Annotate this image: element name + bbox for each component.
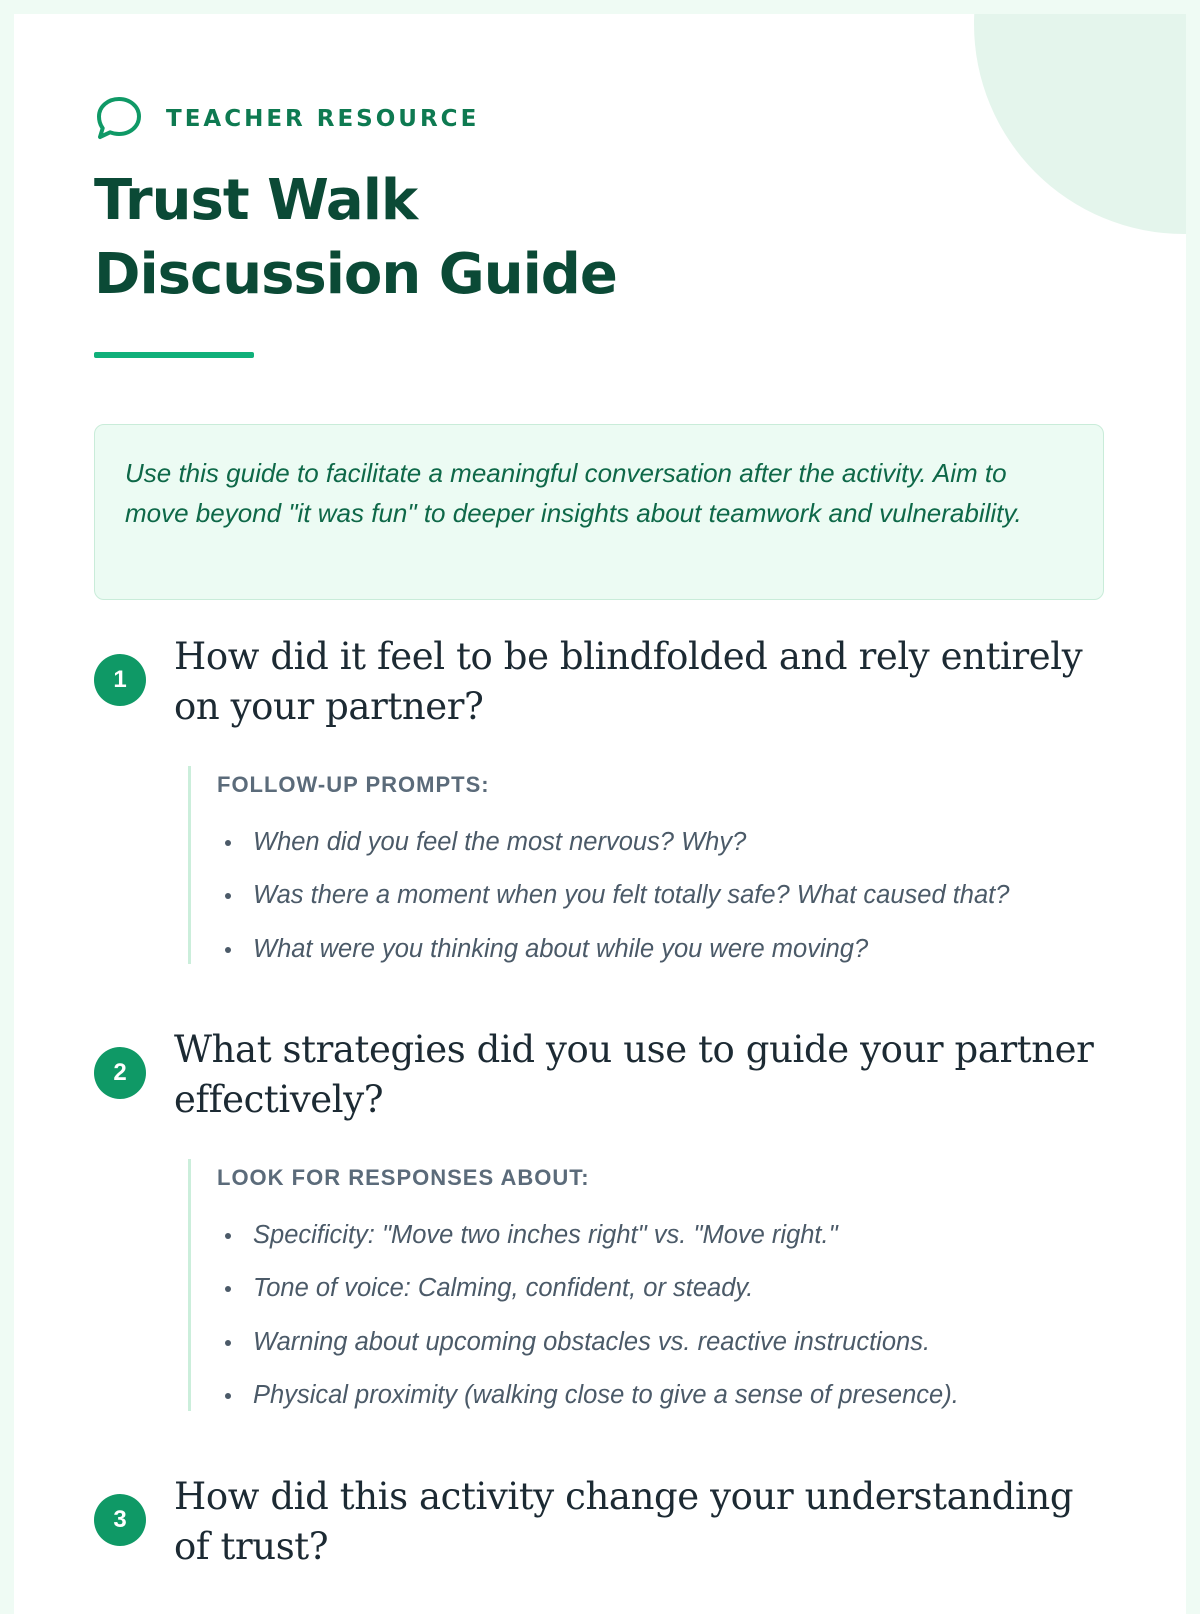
prompt-list	[217, 822, 1088, 982]
page-title	[94, 164, 617, 312]
prompt-item: Tone of voice: Calming, confident, or steady.	[217, 1268, 1088, 1321]
question-text: How did it feel to be blindfolded and rely entirely on your partner?	[174, 635, 1083, 728]
title-underline	[94, 352, 254, 358]
question-number-badge: 1	[94, 654, 146, 706]
prompt-item: Was there a moment when you felt totally safe? What caused that?	[217, 875, 1088, 928]
document-card	[14, 14, 1186, 1614]
question-number-badge: 2	[94, 1047, 146, 1099]
prompt-item: Warning about upcoming obstacles vs. reactive instructions.	[217, 1322, 1088, 1375]
question-text: What strategies did you use to guide your partner effectively?	[174, 1028, 1094, 1121]
page-title-line-1: Trust Walk	[94, 168, 418, 233]
prompt-block	[188, 1159, 1088, 1411]
question-number-badge: 3	[94, 1494, 146, 1546]
prompt-item: When did you feel the most nervous? Why?	[217, 822, 1088, 875]
question-text: How did this activity change your understanding of trust?	[174, 1475, 1074, 1568]
prompt-item: What were you thinking about while you were moving?	[217, 929, 1088, 982]
prompts-label: FOLLOW-UP PROMPTS:	[217, 772, 490, 797]
prompt-item: Specificity: "Move two inches right" vs. "Move right."	[217, 1215, 1088, 1268]
prompts-label: LOOK FOR RESPONSES ABOUT:	[217, 1165, 590, 1190]
corner-decoration	[974, 14, 1186, 234]
intro-callout: Use this guide to facilitate a meaningful conversation after the activity. Aim to move beyond "it was fun" to deeper insights about teamwork and vulnerability.	[94, 424, 1104, 600]
chat-bubble-icon	[94, 94, 144, 144]
page-title-line-2: Discussion Guide	[94, 242, 617, 307]
prompt-list	[217, 1215, 1088, 1428]
prompt-item: Physical proximity (walking close to give a sense of presence).	[217, 1375, 1088, 1428]
prompt-block	[188, 766, 1088, 964]
eyebrow-label: TEACHER RESOURCE	[166, 106, 480, 132]
eyebrow	[94, 94, 479, 144]
